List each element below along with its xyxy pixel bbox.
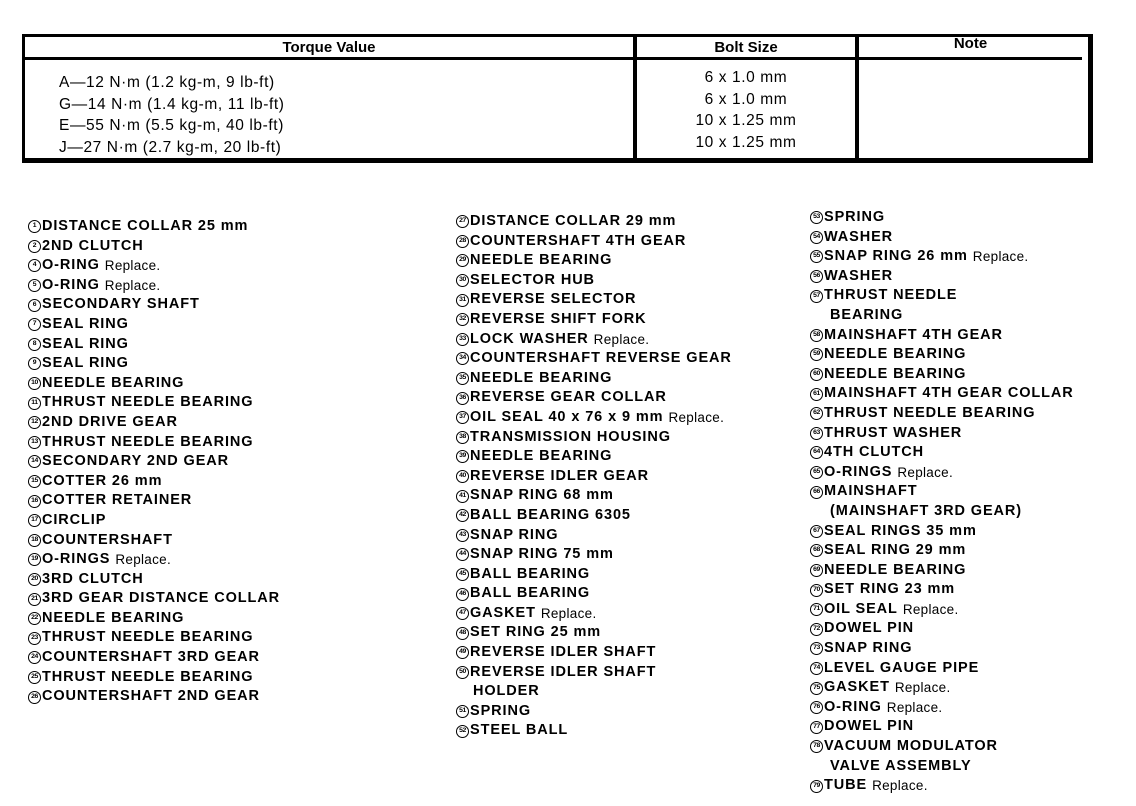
- part-name: SNAP RING: [824, 640, 913, 657]
- part-number-circle: 52: [456, 725, 469, 738]
- parts-list-item: [28, 668, 280, 688]
- parts-list-item: [28, 452, 280, 472]
- part-name: REVERSE IDLER GEAR: [470, 467, 649, 484]
- part-name: BALL BEARING: [470, 565, 591, 582]
- part-number-circle: 66: [810, 486, 823, 499]
- parts-list-item: [810, 698, 1074, 718]
- part-number-circle: 30: [456, 274, 469, 287]
- part-name: COTTER 26 mm: [42, 472, 163, 489]
- part-name: DOWEL PIN: [824, 718, 915, 735]
- part-number-circle: 58: [810, 329, 823, 342]
- parts-list-item: [810, 776, 1074, 796]
- part-name: 2ND DRIVE GEAR: [42, 413, 178, 430]
- part-number-circle: 73: [810, 642, 823, 655]
- part-name: SEAL RING 29 mm: [824, 542, 967, 559]
- part-number-circle: 10: [28, 377, 41, 390]
- parts-list-item: [456, 310, 732, 330]
- torque-value-column: [25, 37, 633, 158]
- parts-list-item: [810, 443, 1074, 463]
- part-number-circle: 5: [28, 279, 41, 292]
- part-name: BALL BEARING: [470, 585, 591, 602]
- bolt-size-list: [637, 67, 855, 153]
- part-number-circle: 65: [810, 466, 823, 479]
- part-number-circle: 25: [28, 671, 41, 684]
- parts-list-item: [28, 570, 280, 590]
- part-number-circle: 42: [456, 509, 469, 522]
- part-name: VACUUM MODULATOR: [824, 738, 998, 755]
- part-name: COUNTERSHAFT 4TH GEAR: [470, 232, 687, 249]
- torque-value: J—27 N·m (2.7 kg-m, 20 lb-ft): [59, 138, 282, 156]
- parts-list-item: [810, 659, 1074, 679]
- parts-list-item: [456, 271, 732, 291]
- part-name: THRUST NEEDLE BEARING: [42, 394, 254, 411]
- parts-list-item: [810, 502, 1074, 522]
- part-name: SEAL RINGS 35 mm: [824, 522, 977, 539]
- part-name: THRUST NEEDLE BEARING: [42, 668, 254, 685]
- parts-list-item: [810, 286, 1074, 306]
- part-number-circle: 47: [456, 607, 469, 620]
- part-name: DISTANCE COLLAR 29 mm: [470, 213, 677, 229]
- part-name: (MAINSHAFT 3RD GEAR): [830, 502, 1022, 519]
- part-name: DISTANCE COLLAR 25 mm: [42, 218, 249, 234]
- part-name: REVERSE SELECTOR: [470, 291, 637, 308]
- part-name: OIL SEAL 40 x 76 x 9 mm: [470, 408, 664, 425]
- part-number-circle: 49: [456, 646, 469, 659]
- part-number-circle: 15: [28, 475, 41, 488]
- part-name: TUBE: [824, 777, 868, 794]
- parts-list-item: [456, 545, 732, 565]
- part-number-circle: 32: [456, 313, 469, 326]
- part-number-circle: 79: [810, 780, 823, 793]
- part-name: DOWEL PIN: [824, 620, 915, 637]
- part-number-circle: 18: [28, 534, 41, 547]
- part-number-circle: 46: [456, 588, 469, 601]
- part-number-circle: 36: [456, 392, 469, 405]
- parts-list-item: [28, 354, 280, 374]
- part-number-circle: 17: [28, 514, 41, 527]
- part-name: MAINSHAFT: [824, 483, 918, 500]
- part-number-circle: 54: [810, 231, 823, 244]
- parts-list-item: [28, 511, 280, 531]
- parts-list-column-1: [28, 217, 280, 707]
- parts-list-item: [456, 663, 732, 683]
- parts-list-item: [810, 228, 1074, 248]
- parts-list-item: [456, 251, 732, 271]
- part-name: THRUST NEEDLE BEARING: [42, 433, 254, 450]
- part-number-circle: 59: [810, 348, 823, 361]
- parts-list-item: [810, 424, 1074, 444]
- part-number-circle: 77: [810, 721, 823, 734]
- part-number-circle: 34: [456, 352, 469, 365]
- parts-list-item: [810, 482, 1074, 502]
- parts-list-item: [456, 408, 732, 428]
- part-number-circle: 40: [456, 470, 469, 483]
- parts-list-item: [456, 584, 732, 604]
- part-name: O-RINGS: [42, 551, 111, 568]
- parts-list-item: [28, 628, 280, 648]
- part-name: THRUST NEEDLE BEARING: [824, 404, 1036, 421]
- part-name: O-RING: [42, 257, 100, 274]
- part-number-circle: 11: [28, 397, 41, 410]
- part-name: OIL SEAL: [824, 600, 898, 617]
- part-name: COUNTERSHAFT 3RD GEAR: [42, 649, 260, 666]
- parts-list-item: [810, 600, 1074, 620]
- parts-list-item: [456, 702, 732, 722]
- parts-list-item: [456, 506, 732, 526]
- parts-list-item: [28, 589, 280, 609]
- part-number-circle: 33: [456, 333, 469, 346]
- part-number-circle: 61: [810, 388, 823, 401]
- part-number-circle: 9: [28, 357, 41, 370]
- part-number-circle: 8: [28, 338, 41, 351]
- parts-list-item: [810, 522, 1074, 542]
- part-name: COUNTERSHAFT: [42, 531, 173, 548]
- parts-list-item: [810, 306, 1074, 326]
- part-number-circle: 22: [28, 612, 41, 625]
- part-number-circle: 56: [810, 270, 823, 283]
- part-name: BEARING: [830, 306, 904, 323]
- parts-list-item: [810, 463, 1074, 483]
- parts-list-item: [456, 604, 732, 624]
- parts-list-item: [456, 467, 732, 487]
- part-name: SPRING: [470, 702, 531, 719]
- part-number-circle: 37: [456, 411, 469, 424]
- part-name: 3RD CLUTCH: [42, 570, 144, 587]
- parts-list-item: [456, 682, 732, 702]
- part-name: SPRING: [824, 209, 885, 225]
- part-name: SNAP RING 68 mm: [470, 487, 614, 504]
- part-name: THRUST WASHER: [824, 424, 963, 441]
- part-number-circle: 12: [28, 416, 41, 429]
- part-name: REVERSE SHIFT FORK: [470, 310, 647, 327]
- part-note: Replace.: [894, 680, 951, 696]
- parts-list-item: [810, 404, 1074, 424]
- part-note: Replace.: [115, 552, 172, 568]
- part-name: NEEDLE BEARING: [824, 365, 967, 382]
- part-name: COUNTERSHAFT 2ND GEAR: [42, 688, 260, 705]
- part-number-circle: 23: [28, 632, 41, 645]
- part-note: Replace.: [104, 277, 161, 293]
- bolt-size-header: Bolt Size: [637, 37, 855, 60]
- parts-list-item: [28, 256, 280, 276]
- part-number-circle: 24: [28, 651, 41, 664]
- parts-list-column-3: [810, 208, 1074, 796]
- part-number-circle: 71: [810, 603, 823, 616]
- part-name: THRUST NEEDLE BEARING: [42, 629, 254, 646]
- parts-list-item: [456, 643, 732, 663]
- part-name: MAINSHAFT 4TH GEAR: [824, 326, 1003, 343]
- parts-list-item: [456, 290, 732, 310]
- part-number-circle: 27: [456, 215, 469, 228]
- parts-list-item: [456, 232, 732, 252]
- parts-list-item: [810, 384, 1074, 404]
- part-number-circle: 74: [810, 662, 823, 675]
- part-number-circle: 20: [28, 573, 41, 586]
- part-name: SET RING 23 mm: [824, 581, 956, 598]
- parts-list-item: [456, 330, 732, 350]
- part-name: BALL BEARING 6305: [470, 506, 631, 523]
- note-header: Note: [859, 37, 1082, 60]
- part-name: REVERSE GEAR COLLAR: [470, 389, 667, 406]
- part-name: O-RING: [824, 698, 882, 715]
- part-number-circle: 55: [810, 250, 823, 263]
- part-number-circle: 63: [810, 427, 823, 440]
- torque-value: E—55 N·m (5.5 kg-m, 40 lb-ft): [59, 117, 284, 134]
- part-name: 4TH CLUTCH: [824, 444, 925, 461]
- part-number-circle: 14: [28, 455, 41, 468]
- part-note: Replace.: [897, 464, 954, 480]
- part-name: GASKET: [470, 604, 536, 621]
- parts-list-item: [456, 369, 732, 389]
- part-number-circle: 68: [810, 544, 823, 557]
- parts-list-item: [28, 335, 280, 355]
- parts-list-item: [810, 208, 1074, 228]
- part-number-circle: 35: [456, 372, 469, 385]
- parts-list-item: [28, 531, 280, 551]
- part-number-circle: 4: [28, 259, 41, 272]
- part-number-circle: 51: [456, 705, 469, 718]
- parts-list-item: [456, 447, 732, 467]
- parts-list-item: [810, 737, 1074, 757]
- bolt-size: 6 x 1.0 mm: [704, 90, 788, 108]
- part-number-circle: 7: [28, 318, 41, 331]
- part-name: GASKET: [824, 679, 890, 696]
- parts-list-item: [28, 472, 280, 492]
- part-name: REVERSE IDLER SHAFT: [470, 663, 657, 680]
- part-number-circle: 57: [810, 290, 823, 303]
- part-name: SET RING 25 mm: [470, 624, 602, 641]
- part-number-circle: 50: [456, 666, 469, 679]
- parts-list-item: [28, 393, 280, 413]
- part-number-circle: 13: [28, 436, 41, 449]
- parts-list-item: [456, 388, 732, 408]
- part-number-circle: 60: [810, 368, 823, 381]
- part-name: NEEDLE BEARING: [824, 561, 967, 578]
- note-column: [859, 37, 1088, 158]
- part-name: HOLDER: [473, 683, 540, 700]
- part-name: LEVEL GAUGE PIPE: [824, 659, 980, 676]
- parts-list-item: [810, 757, 1074, 777]
- parts-list-item: [456, 526, 732, 546]
- parts-list-item: [810, 639, 1074, 659]
- parts-list-item: [810, 541, 1074, 561]
- part-note: Replace.: [593, 331, 650, 347]
- part-number-circle: 72: [810, 623, 823, 636]
- part-name: LOCK WASHER: [470, 330, 589, 347]
- parts-list-item: [810, 345, 1074, 365]
- torque-value-header: Torque Value: [25, 37, 633, 60]
- parts-list-item: [456, 486, 732, 506]
- part-number-circle: 38: [456, 431, 469, 444]
- parts-list-item: [28, 237, 280, 257]
- part-name: SEAL RING: [42, 355, 129, 372]
- bolt-size: 10 x 1.25 mm: [695, 112, 797, 129]
- part-name: TRANSMISSION HOUSING: [470, 428, 671, 445]
- part-name: NEEDLE BEARING: [470, 369, 613, 386]
- parts-list-item: [810, 326, 1074, 346]
- parts-list-item: [28, 609, 280, 629]
- parts-list-item: [456, 623, 732, 643]
- torque-value: A—12 N·m (1.2 kg-m, 9 lb-ft): [59, 74, 275, 91]
- bolt-size-column: [633, 37, 859, 158]
- parts-list-item: [28, 550, 280, 570]
- parts-list-item: [810, 717, 1074, 737]
- part-name: NEEDLE BEARING: [42, 609, 185, 626]
- part-number-circle: 19: [28, 553, 41, 566]
- part-name: NEEDLE BEARING: [470, 448, 613, 465]
- part-name: COUNTERSHAFT REVERSE GEAR: [470, 350, 732, 367]
- part-number-circle: 53: [810, 211, 823, 224]
- part-name: VALVE ASSEMBLY: [830, 757, 972, 774]
- part-note: Replace.: [902, 601, 959, 617]
- parts-list-column-2: [456, 212, 732, 741]
- parts-list-item: [456, 721, 732, 741]
- part-name: SELECTOR HUB: [470, 271, 595, 288]
- part-note: Replace.: [104, 258, 161, 274]
- part-number-circle: 1: [28, 220, 41, 233]
- parts-list-item: [456, 349, 732, 369]
- part-note: Replace.: [872, 778, 928, 794]
- part-name: SNAP RING 26 mm: [824, 248, 968, 265]
- part-name: REVERSE IDLER SHAFT: [470, 644, 657, 661]
- parts-list-item: [810, 619, 1074, 639]
- part-number-circle: 6: [28, 299, 41, 312]
- part-number-circle: 45: [456, 568, 469, 581]
- part-note: Replace.: [886, 699, 943, 715]
- part-name: SEAL RING: [42, 315, 129, 332]
- part-name: NEEDLE BEARING: [470, 252, 613, 269]
- part-name: SNAP RING: [470, 526, 559, 543]
- parts-list-item: [810, 247, 1074, 267]
- part-number-circle: 29: [456, 254, 469, 267]
- part-number-circle: 67: [810, 525, 823, 538]
- part-number-circle: 2: [28, 240, 41, 253]
- part-number-circle: 64: [810, 446, 823, 459]
- parts-list-item: [28, 491, 280, 511]
- part-name: O-RING: [42, 276, 100, 293]
- parts-list-item: [810, 561, 1074, 581]
- parts-list-item: [810, 267, 1074, 287]
- part-name: THRUST NEEDLE: [824, 287, 958, 304]
- parts-list-item: [28, 413, 280, 433]
- part-number-circle: 44: [456, 548, 469, 561]
- parts-list-item: [810, 365, 1074, 385]
- part-note: Replace.: [972, 249, 1029, 265]
- torque-table: [22, 34, 1093, 163]
- part-name: O-RINGS: [824, 463, 893, 480]
- part-name: CIRCLIP: [42, 511, 107, 528]
- parts-list-item: [28, 295, 280, 315]
- part-name: COTTER RETAINER: [42, 492, 193, 509]
- part-number-circle: 75: [810, 682, 823, 695]
- bolt-size: 6 x 1.0 mm: [704, 69, 788, 86]
- parts-list-item: [28, 433, 280, 453]
- part-name: 3RD GEAR DISTANCE COLLAR: [42, 590, 281, 607]
- part-number-circle: 76: [810, 701, 823, 714]
- part-note: Replace.: [540, 605, 597, 621]
- part-number-circle: 21: [28, 593, 41, 606]
- parts-list-item: [810, 580, 1074, 600]
- part-number-circle: 41: [456, 490, 469, 503]
- part-number-circle: 69: [810, 564, 823, 577]
- part-number-circle: 62: [810, 407, 823, 420]
- part-name: WASHER: [824, 228, 894, 245]
- part-number-circle: 16: [28, 495, 41, 508]
- part-number-circle: 26: [28, 691, 41, 704]
- parts-list-item: [456, 428, 732, 448]
- part-name: SECONDARY 2ND GEAR: [42, 453, 230, 470]
- part-note: Replace.: [668, 409, 725, 425]
- part-name: MAINSHAFT 4TH GEAR COLLAR: [824, 385, 1074, 402]
- part-name: WASHER: [824, 267, 894, 284]
- part-number-circle: 31: [456, 294, 469, 307]
- parts-list-item: [456, 212, 732, 232]
- part-name: SNAP RING 75 mm: [470, 546, 614, 563]
- parts-list-item: [28, 276, 280, 296]
- part-number-circle: 78: [810, 740, 823, 753]
- part-name: NEEDLE BEARING: [824, 346, 967, 363]
- torque-value-list: [59, 72, 285, 158]
- part-name: SEAL RING: [42, 335, 129, 352]
- part-name: NEEDLE BEARING: [42, 374, 185, 391]
- parts-list-item: [28, 648, 280, 668]
- part-number-circle: 70: [810, 584, 823, 597]
- torque-value: G—14 N·m (1.4 kg-m, 11 lb-ft): [59, 95, 285, 113]
- part-name: 2ND CLUTCH: [42, 237, 144, 254]
- part-name: STEEL BALL: [470, 722, 569, 739]
- bolt-size: 10 x 1.25 mm: [695, 133, 797, 151]
- parts-list-item: [28, 374, 280, 394]
- parts-list-item: [28, 217, 280, 237]
- parts-list-item: [810, 678, 1074, 698]
- part-name: SECONDARY SHAFT: [42, 296, 200, 313]
- parts-list-item: [456, 565, 732, 585]
- part-number-circle: 48: [456, 627, 469, 640]
- part-number-circle: 39: [456, 450, 469, 463]
- parts-list-item: [28, 687, 280, 707]
- parts-list-item: [28, 315, 280, 335]
- part-number-circle: 28: [456, 235, 469, 248]
- part-number-circle: 43: [456, 529, 469, 542]
